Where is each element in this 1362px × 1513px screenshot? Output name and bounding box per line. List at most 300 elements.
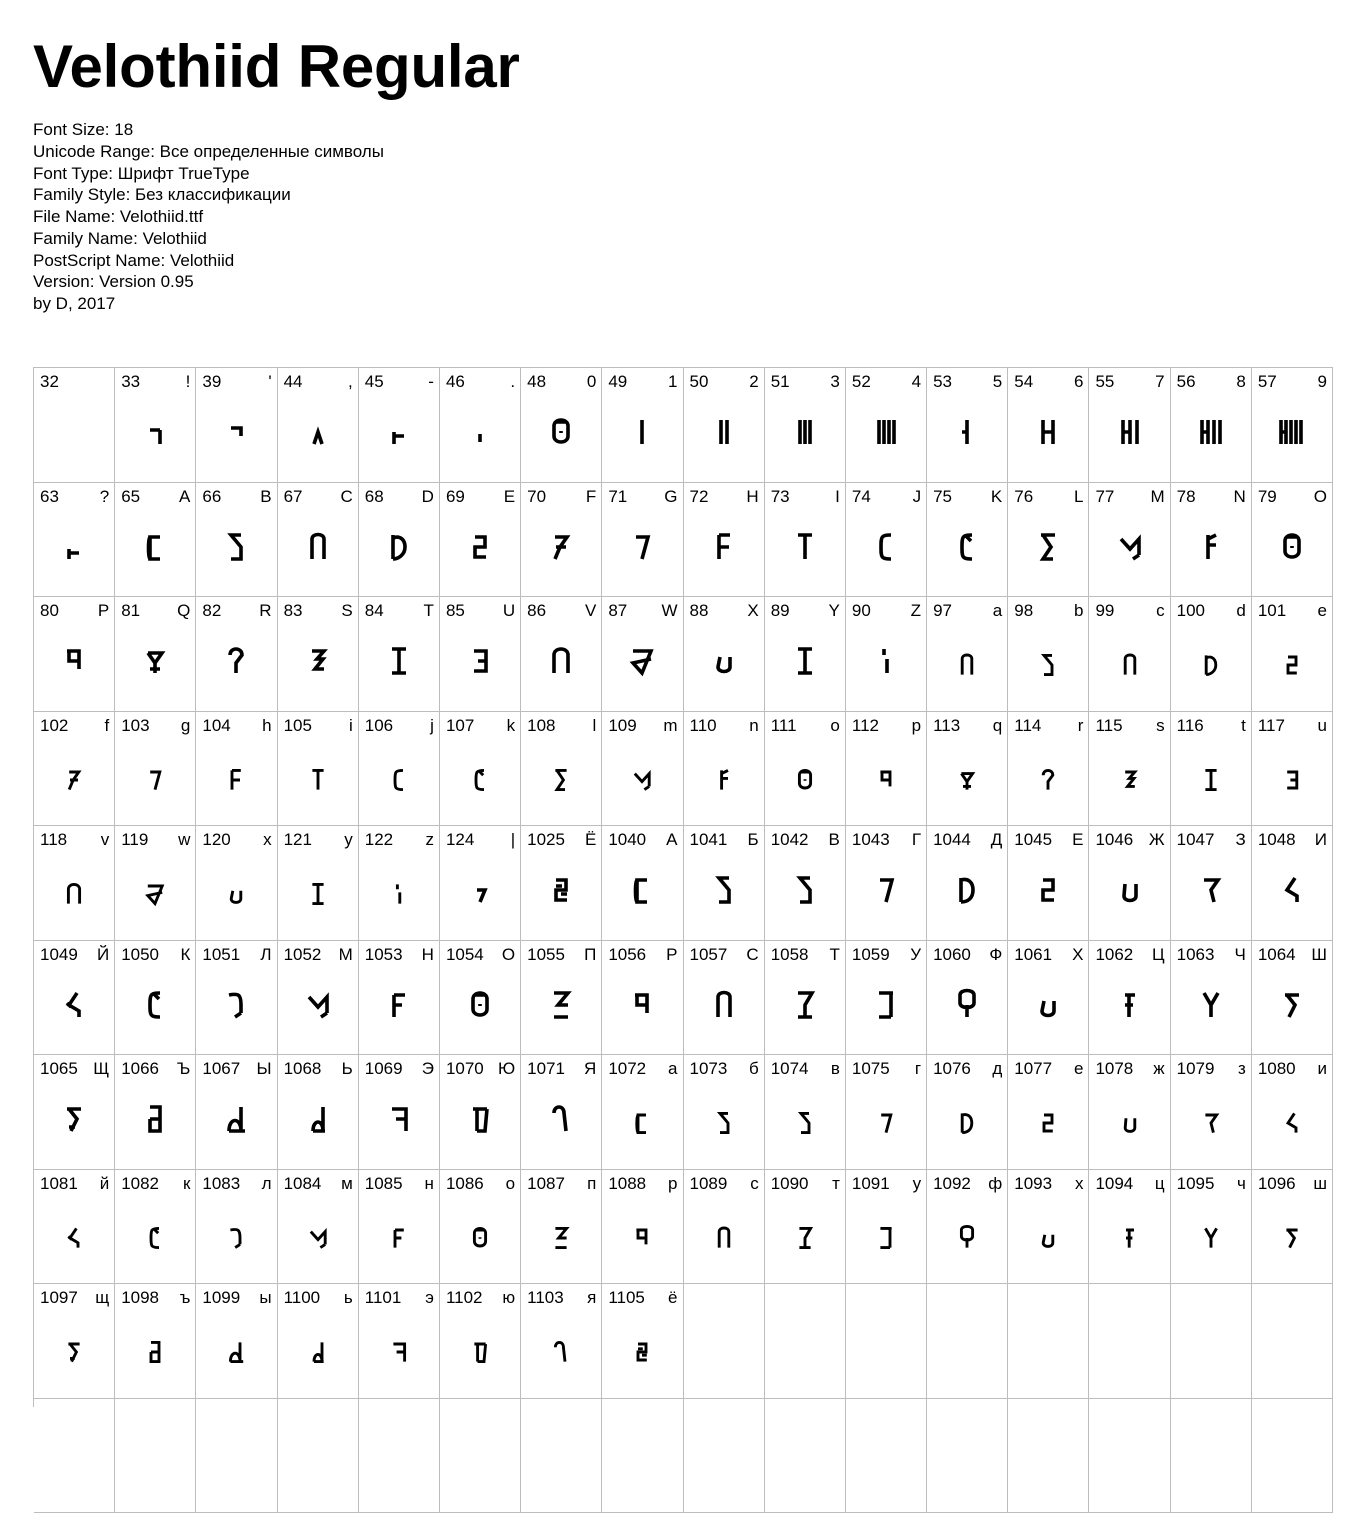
glyph-code: 116 [1177,716,1204,736]
glyph-sample [521,1208,601,1260]
glyph-character: л [262,1174,272,1194]
glyph-drawing [546,641,576,681]
glyph-character: . [510,372,515,392]
glyph-drawing [143,764,167,796]
glyph-code: 1087 [527,1174,565,1194]
glyph-cell [1008,826,1089,941]
glyph-drawing [871,870,901,910]
glyph-stroke [554,420,568,442]
glyph-code: 1063 [1177,945,1215,965]
glyph-drawing [549,1222,573,1254]
glyph-sample [1252,521,1332,573]
glyph-code: 1066 [121,1059,159,1079]
glyph-sample [684,406,764,458]
glyph-drawing [387,1336,411,1368]
glyph-cell [359,826,440,941]
empty-cell [684,1399,765,1513]
glyph-drawing [306,1222,330,1254]
glyph-cell [1252,712,1333,827]
glyph-character: N [1234,487,1246,507]
glyph-drawing [952,985,982,1025]
glyph-sample [196,521,276,573]
empty-cell [765,1284,846,1399]
glyph-stroke [556,1342,566,1361]
glyph-stroke [232,891,242,903]
glyph-cell [684,368,765,483]
glyph-drawing [871,641,901,681]
glyph-cell [927,826,1008,941]
empty-cell [1008,1399,1089,1513]
glyph-code: 107 [446,716,474,736]
glyph-character: A [179,487,190,507]
glyph-character: т [832,1174,840,1194]
glyph-cell [927,1055,1008,1170]
glyph-sample [927,979,1007,1031]
glyph-character: Я [584,1059,596,1079]
glyph-cell [521,941,602,1056]
empty-cell [1252,1399,1333,1513]
glyph-cell [521,826,602,941]
empty-cell [846,1284,927,1399]
glyph-code: 88 [690,601,709,621]
glyph-character: M [1150,487,1164,507]
glyph-code: 1095 [1177,1174,1215,1194]
glyph-drawing [224,878,248,910]
glyph-sample [846,864,926,916]
glyph-code: 1064 [1258,945,1296,965]
glyph-character: , [348,372,353,392]
glyph-sample [278,635,358,687]
glyph-drawing [384,412,414,452]
glyph-character: Y [829,601,840,621]
glyph-character: 7 [1155,372,1164,392]
glyph-sample [1252,635,1332,687]
glyph-stroke [1288,1113,1296,1132]
glyph-sample [440,406,520,458]
empty-cell [1171,1399,1252,1513]
glyph-sample [1089,750,1169,802]
glyph-sample [196,1322,276,1374]
glyph-cell [1008,941,1089,1056]
glyph-drawing [1277,527,1307,567]
glyph-code: 1080 [1258,1059,1296,1079]
glyph-character: t [1241,716,1246,736]
glyph-stroke [556,770,567,789]
glyph-sample [846,1093,926,1145]
glyph-character: р [668,1174,677,1194]
glyph-cell [115,712,196,827]
glyph-drawing [224,1222,248,1254]
glyph-sample [1008,979,1088,1031]
glyph-sample [196,1208,276,1260]
glyph-stroke [1123,420,1137,444]
glyph-cell [1089,368,1170,483]
glyph-sample [278,750,358,802]
glyph-stroke [69,549,79,559]
glyph-code: 115 [1095,716,1122,736]
glyph-stroke [719,878,729,902]
glyph-drawing [546,985,576,1025]
glyph-sample [115,864,195,916]
glyph-code: 1068 [284,1059,322,1079]
glyph-character: с [750,1174,759,1194]
glyph-drawing [1199,649,1223,681]
glyph-code: 1078 [1095,1059,1133,1079]
glyph-stroke [1121,539,1139,559]
glyph-drawing [59,1099,89,1139]
glyph-stroke [633,651,651,673]
glyph-drawing [1033,870,1063,910]
glyph-code: 84 [365,601,384,621]
glyph-cell [1089,1170,1170,1285]
glyph-sample [34,635,114,687]
empty-cell [927,1284,1008,1399]
glyph-code: 1070 [446,1059,484,1079]
glyph-drawing [221,641,251,681]
glyph-drawing [62,1336,86,1368]
glyph-stroke [635,773,649,789]
glyph-drawing [465,1099,495,1139]
glyph-drawing [1115,527,1145,567]
glyph-stroke [719,535,730,559]
glyph-code: 52 [852,372,871,392]
glyph-code: 66 [202,487,221,507]
glyph-sample [521,1093,601,1145]
glyph-drawing [630,764,654,796]
glyph-character: и [1318,1059,1328,1079]
empty-cell [34,1399,115,1513]
glyph-code: 109 [608,716,636,736]
glyph-character: И [1315,830,1327,850]
glyph-stroke [1287,878,1297,902]
glyph-cell [602,597,683,712]
glyph-cell [34,1055,115,1170]
glyph-character: С [746,945,758,965]
glyph-drawing [303,527,333,567]
glyph-stroke [67,1109,81,1131]
glyph-stroke [718,992,730,1017]
glyph-sample [196,1093,276,1145]
glyph-stroke [394,995,405,1017]
glyph-code: 70 [527,487,546,507]
glyph-sample [196,750,276,802]
glyph-stroke [881,1115,891,1133]
glyph-cell [927,483,1008,598]
glyph-sample [1252,1093,1332,1145]
glyph-stroke [721,420,727,444]
glyph-cell [1089,826,1170,941]
glyph-sample [1171,864,1251,916]
glyph-code: 97 [933,601,952,621]
glyph-drawing [790,527,820,567]
glyph-sample [765,979,845,1031]
glyph-cell [1252,1055,1333,1170]
glyph-character: ч [1237,1174,1246,1194]
glyph-sample [1252,1208,1332,1260]
glyph-sample [1008,1093,1088,1145]
empty-cell [521,1399,602,1513]
glyph-sample [684,750,764,802]
glyph-sample [602,406,682,458]
glyph-character: ц [1155,1174,1165,1194]
glyph-character: F [586,487,596,507]
glyph-code: 1044 [933,830,971,850]
glyph-stroke [231,1342,244,1361]
glyph-cell [196,1170,277,1285]
glyph-stroke [638,1344,647,1360]
glyph-code: 83 [284,601,303,621]
glyph-character: 9 [1318,372,1327,392]
glyph-sample [1008,406,1088,458]
glyph-drawing [627,412,657,452]
glyph-drawing [1280,1107,1304,1139]
glyph-cell [440,597,521,712]
glyph-stroke [231,535,241,559]
glyph-cell [684,712,765,827]
glyph-cell [1089,941,1170,1056]
glyph-drawing [465,641,495,681]
glyph-character: П [584,945,596,965]
glyph-drawing [143,878,167,910]
glyph-character: М [339,945,353,965]
version-line: Version: Version 0.95 [33,271,384,293]
glyph-drawing [1036,764,1060,796]
glyph-character: p [912,716,921,736]
glyph-stroke [395,770,403,789]
glyph-cell [602,483,683,598]
glyph-code: 79 [1258,487,1277,507]
glyph-code: 33 [121,372,140,392]
glyph-stroke [721,770,727,789]
glyph-drawing [1036,649,1060,681]
glyph-character: в [831,1059,840,1079]
glyph-stroke [800,878,810,902]
empty-cell [440,1399,521,1513]
glyph-drawing [874,1107,898,1139]
glyph-cell [1008,597,1089,712]
glyph-sample [846,635,926,687]
glyph-sample [1008,635,1088,687]
glyph-drawing [1199,1107,1223,1139]
glyph-cell [115,597,196,712]
glyph-cell [1252,941,1333,1056]
glyph-code: 1054 [446,945,484,965]
glyph-drawing [59,985,89,1025]
glyph-sample [359,1208,439,1260]
glyph-code: 1075 [852,1059,890,1079]
glyph-character: D [422,487,434,507]
glyph-code: 54 [1014,372,1033,392]
glyph-character: ' [268,372,271,392]
glyph-drawing [1115,412,1145,452]
glyph-character: P [98,601,109,621]
glyph-stroke [1287,772,1297,788]
glyph-sample [602,521,682,573]
glyph-sample [440,979,520,1031]
glyph-stroke [880,1228,891,1247]
glyph-sample [440,1093,520,1145]
glyph-stroke [475,537,486,557]
glyph-code: 1049 [40,945,78,965]
glyph-drawing [952,527,982,567]
glyph-sample [602,635,682,687]
glyph-sample [34,406,114,458]
empty-cell [196,1399,277,1513]
glyph-cell [115,368,196,483]
glyph-cell [1171,941,1252,1056]
glyph-character: s [1156,716,1165,736]
glyph-sample [115,521,195,573]
glyph-character: н [425,1174,434,1194]
glyph-cell [927,941,1008,1056]
glyph-character: H [746,487,758,507]
glyph-code: 1088 [608,1174,646,1194]
glyph-code: 1077 [1014,1059,1052,1079]
glyph-cell [359,1055,440,1170]
glyph-code: 74 [852,487,871,507]
glyph-cell [927,597,1008,712]
glyph-cell [115,826,196,941]
glyph-drawing [465,527,495,567]
glyph-drawing [1280,1222,1304,1254]
glyph-character: ш [1313,1174,1327,1194]
glyph-stroke [1044,770,1054,789]
glyph-sample [521,864,601,916]
glyph-cell [1171,368,1252,483]
glyph-cell [765,1170,846,1285]
glyph-grid [33,367,1333,1407]
glyph-stroke [229,994,241,1017]
glyph-code: 119 [121,830,148,850]
glyph-drawing [1277,985,1307,1025]
glyph-stroke [1205,1228,1216,1247]
glyph-drawing [712,1222,736,1254]
glyph-stroke [232,770,241,789]
glyph-sample [196,406,276,458]
glyph-code: 1048 [1258,830,1296,850]
glyph-stroke [960,990,974,1017]
glyph-character: Ц [1152,945,1165,965]
glyph-cell [440,712,521,827]
glyph-code: 81 [121,601,140,621]
glyph-code: 122 [365,830,393,850]
glyph-drawing [709,870,739,910]
glyph-sample [927,635,1007,687]
glyph-drawing [952,412,982,452]
glyph-code: 49 [608,372,627,392]
glyph-sample [359,406,439,458]
glyph-stroke [313,1107,325,1131]
glyph-stroke [150,1107,160,1131]
glyph-code: 1092 [933,1174,971,1194]
glyph-sample [602,1322,682,1374]
glyph-stroke [392,649,406,673]
glyph-cell [602,368,683,483]
glyph-character: B [260,487,271,507]
glyph-drawing [1280,649,1304,681]
glyph-drawing [306,1336,330,1368]
glyph-character: я [587,1288,596,1308]
glyph-cell [846,368,927,483]
glyph-sample [1008,521,1088,573]
glyph-code: 44 [284,372,303,392]
empty-cell [359,1399,440,1513]
glyph-sample [278,864,358,916]
glyph-character: U [503,601,515,621]
glyph-sample [278,1093,358,1145]
glyph-stroke [636,537,648,559]
glyph-cell [359,483,440,598]
glyph-cell [765,1055,846,1170]
glyph-stroke [556,1228,567,1247]
glyph-cell [765,597,846,712]
glyph-stroke [799,770,810,788]
glyph-sample [34,864,114,916]
glyph-sample [1089,979,1169,1031]
glyph-code: 90 [852,601,871,621]
glyph-sample [684,864,764,916]
glyph-drawing [790,641,820,681]
glyph-cell [359,368,440,483]
glyph-drawing [465,870,495,910]
glyph-stroke [312,884,323,903]
glyph-cell [1089,712,1170,827]
glyph-character: г [915,1059,921,1079]
glyph-character: m [663,716,677,736]
glyph-cell [278,712,359,827]
glyph-cell [602,1284,683,1399]
glyph-code: 1083 [202,1174,240,1194]
glyph-cell [521,483,602,598]
glyph-code: 102 [40,716,68,736]
glyph-cell [359,1170,440,1285]
glyph-cell [846,483,927,598]
glyph-code: 1076 [933,1059,971,1079]
glyph-sample [440,864,520,916]
glyph-stroke [555,537,567,559]
glyph-code: 1040 [608,830,646,850]
glyph-sample [34,1093,114,1145]
glyph-stroke [473,1109,487,1131]
glyph-drawing [546,1099,576,1139]
glyph-drawing [221,412,251,452]
glyph-stroke [1043,420,1053,444]
font-type-line: Font Type: Шрифт TrueType [33,163,384,185]
glyph-code: 80 [40,601,59,621]
glyph-drawing [627,527,657,567]
glyph-cell [1171,597,1252,712]
glyph-code: 1051 [202,945,240,965]
glyph-character: Ш [1311,945,1327,965]
empty-cell [602,1399,683,1513]
glyph-character: ф [988,1174,1002,1194]
glyph-stroke [1043,880,1054,900]
glyph-stroke [1281,420,1301,444]
glyph-stroke [1125,772,1135,786]
glyph-sample [440,750,520,802]
glyph-drawing [871,985,901,1025]
glyph-drawing [627,641,657,681]
glyph-sample [602,1093,682,1145]
glyph-code: 1052 [284,945,322,965]
glyph-code: 1100 [284,1288,321,1308]
glyph-code: 1079 [1177,1059,1215,1079]
glyph-code: 99 [1095,601,1114,621]
glyph-cell [846,941,927,1056]
glyph-character: b [1074,601,1083,621]
glyph-character: ы [259,1288,271,1308]
glyph-sample [602,979,682,1031]
